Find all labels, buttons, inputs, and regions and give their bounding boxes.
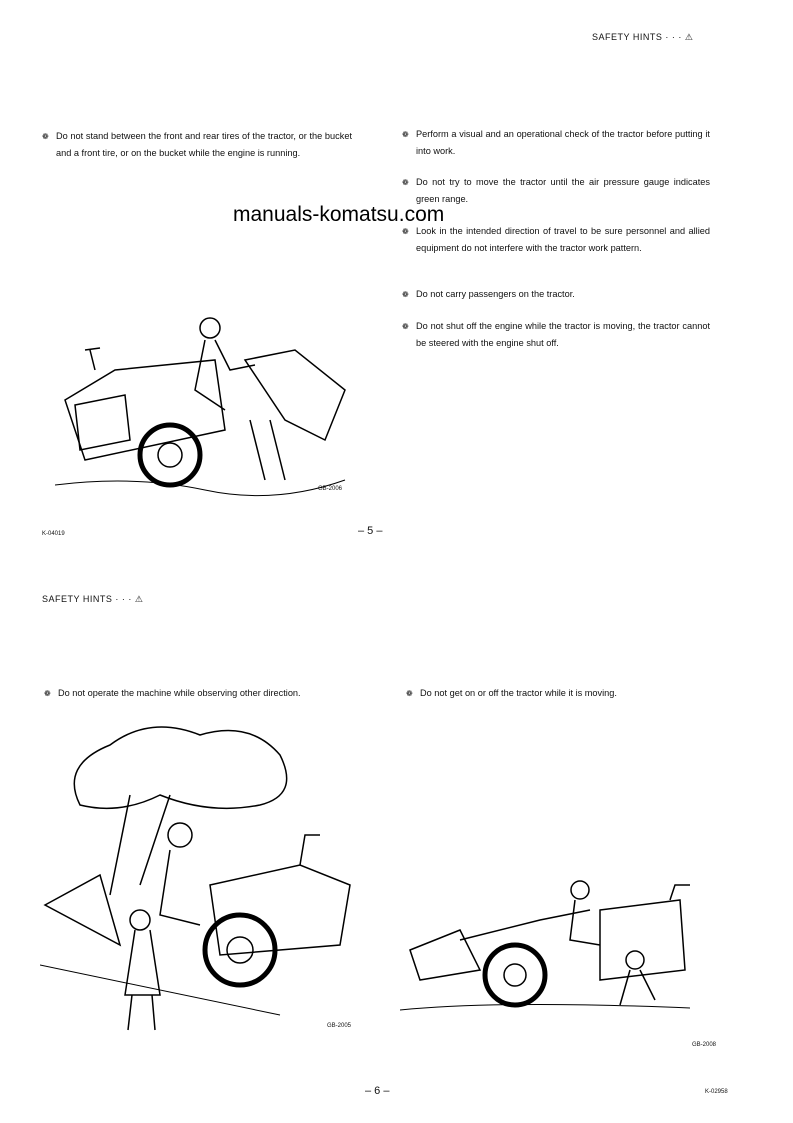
safety-hint: ❁ Do not shut off the engine while the tractor is moving, the tractor cannot be steered with the engine shut off. [416, 318, 710, 352]
doc-code: K-04019 [42, 531, 65, 537]
safety-hint: ❁ Do not try to move the tractor until the air pressure gauge indicates green range. [416, 174, 710, 208]
safety-hint: ❁ Perform a visual and an operational check of the tractor before putting it into work. [416, 126, 710, 160]
bullet-icon: ❁ [402, 178, 409, 187]
figure-code: GB-2005 [327, 1023, 352, 1029]
figure-code: GB-2006 [318, 486, 343, 492]
bullet-icon: ❁ [402, 322, 409, 331]
bullet-icon: ❁ [402, 290, 409, 299]
bullet-icon: ❁ [42, 132, 49, 141]
bullet-icon: ❁ [402, 227, 409, 236]
doc-code: K-02958 [705, 1089, 728, 1095]
page-header: SAFETY HINTS · · · ⚠ [42, 594, 144, 604]
safety-hint: ❁ Do not carry passengers on the tractor. [416, 286, 710, 303]
page-number: – 6 – [365, 1085, 390, 1097]
figure-code: GB-2008 [692, 1042, 717, 1048]
safety-hint: ❁ Do not operate the machine while observing other direction. [58, 685, 356, 702]
bullet-icon: ❁ [406, 689, 413, 698]
page-header: SAFETY HINTS · · · ⚠ [592, 32, 694, 42]
watermark: manuals-komatsu.com [233, 203, 445, 226]
operator-distracted-illustration [40, 715, 370, 1045]
page-number: – 5 – [358, 525, 383, 537]
bullet-icon: ❁ [44, 689, 51, 698]
bullet-icon: ❁ [402, 130, 409, 139]
safety-hint: ❁ Do not stand between the front and rear tires of the tractor, or the bucket and a front tire, or on the bucket while the engine is running. [56, 128, 352, 162]
tractor-illustration [55, 310, 355, 500]
safety-hint: ❁ Do not get on or off the tractor while it is moving. [420, 685, 714, 702]
safety-hint: ❁ Look in the intended direction of travel to be sure personnel and allied equipment do not interfere with the tractor work pattern. [416, 223, 710, 257]
mounting-moving-tractor-illustration [400, 870, 700, 1020]
